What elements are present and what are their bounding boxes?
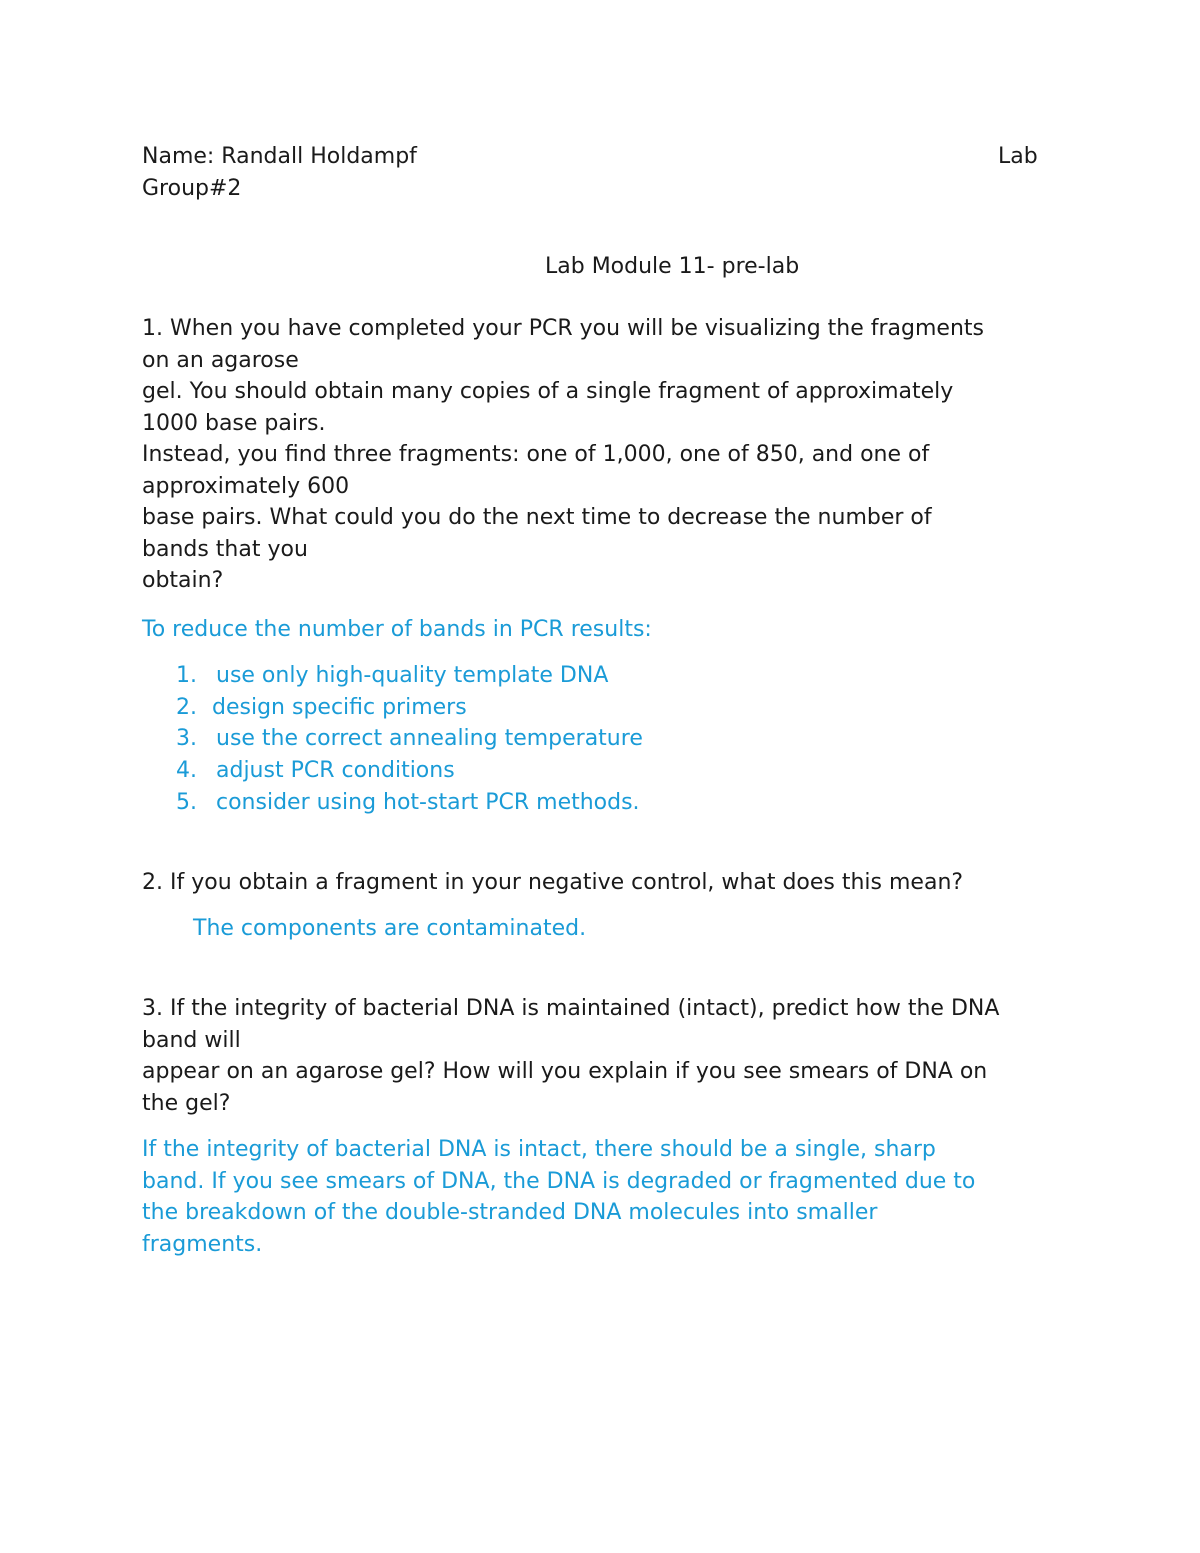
question-1-line: approximately 600: [142, 473, 350, 499]
question-1-line: gel. You should obtain many copies of a single fragment of approximately: [142, 379, 954, 404]
lab-label: Lab: [998, 144, 1038, 169]
question-1-line: bands that you: [142, 536, 308, 562]
list-item-text: use only high-quality template DNA: [216, 663, 609, 688]
answer-1-intro: To reduce the number of bands in PCR results:: [142, 617, 652, 642]
question-1-line: 1000 base pairs.: [142, 410, 326, 436]
answer-3-line: If the integrity of bacterial DNA is intact, there should be a single, sharp: [142, 1137, 936, 1162]
answer-3-line: fragments.: [142, 1231, 263, 1257]
list-item: [176, 755, 643, 787]
answer-3-line: the breakdown of the double-stranded DNA molecules into smaller: [142, 1200, 878, 1225]
question-1: [142, 313, 1072, 597]
question-3-line: band will: [142, 1027, 241, 1053]
answer-2: The components are contaminated.: [193, 916, 587, 941]
question-3-line: 3. If the integrity of bacterial DNA is maintained (intact), predict how the DNA: [142, 996, 1000, 1021]
student-name: Name: Randall Holdampf: [142, 144, 417, 169]
question-1-line: obtain?: [142, 568, 224, 593]
question-1-line: 1. When you have completed your PCR you will be visualizing the fragments: [142, 316, 984, 341]
question-1-line: Instead, you find three fragments: one of 1,000, one of 850, and one of: [142, 442, 930, 467]
list-item: [176, 723, 643, 755]
list-item-number: 3.: [176, 726, 197, 752]
list-item-number: 5.: [176, 789, 197, 815]
list-item-number: 2.: [176, 694, 197, 720]
question-3-line: appear on an agarose gel? How will you explain if you see smears of DNA on: [142, 1059, 988, 1084]
list-item-text: adjust PCR conditions: [216, 758, 455, 784]
list-item-text: design specific primers: [212, 694, 467, 720]
list-item: [176, 692, 643, 724]
question-3-line: the gel?: [142, 1090, 231, 1116]
list-item-number: 4.: [176, 758, 197, 784]
question-1-line: base pairs. What could you do the next time to decrease the number of: [142, 505, 932, 530]
answer-3-line: band. If you see smears of DNA, the DNA is degraded or fragmented due to: [142, 1168, 976, 1194]
list-item-text: use the correct annealing temperature: [216, 726, 643, 752]
question-1-line: on an agarose: [142, 347, 299, 373]
list-item: [176, 660, 643, 692]
answer-3: [142, 1134, 1072, 1260]
list-item-number: 1.: [176, 663, 197, 688]
question-2: 2. If you obtain a fragment in your negative control, what does this mean?: [142, 870, 964, 895]
list-item: [176, 787, 643, 819]
list-item-text: consider using hot-start PCR methods.: [216, 789, 640, 815]
document-title: Lab Module 11- pre-lab: [545, 254, 800, 279]
lab-group: Group#2: [142, 176, 242, 201]
answer-1-list: [176, 660, 643, 818]
question-3: [142, 993, 1072, 1119]
